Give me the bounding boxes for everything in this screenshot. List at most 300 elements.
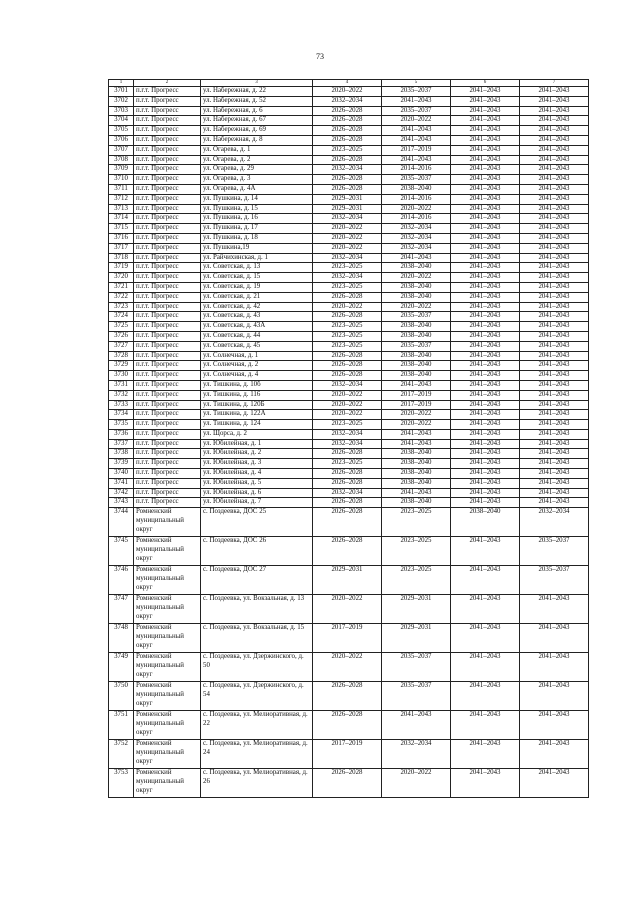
table-row (109, 184, 589, 194)
period-col5: 2038–2040 (382, 469, 451, 479)
settlement: Ромненский муниципальный округ (134, 740, 201, 769)
column-number: 7 (520, 80, 589, 87)
period-col4: 2026–2028 (313, 498, 382, 508)
period-col5: 2020–2022 (382, 302, 451, 312)
table-row (109, 498, 589, 508)
address: ул. Советская, д. 15 (201, 273, 313, 283)
table-row (109, 420, 589, 430)
period-col7: 2041–2043 (520, 498, 589, 508)
table-row (109, 488, 589, 498)
table-row (109, 429, 589, 439)
period-col6: 2041–2043 (451, 87, 520, 97)
period-col4: 2026–2028 (313, 292, 382, 302)
address: ул. Пушкина, д. 17 (201, 224, 313, 234)
period-col6: 2041–2043 (451, 390, 520, 400)
period-col4: 2026–2028 (313, 116, 382, 126)
period-col5: 2041–2043 (382, 488, 451, 498)
settlement: п.г.т. Прогресс (134, 135, 201, 145)
row-number: 3740 (109, 469, 134, 479)
row-number: 3742 (109, 488, 134, 498)
address: ул. Огарева, д. 29 (201, 165, 313, 175)
period-col5: 2020–2022 (382, 769, 451, 798)
period-col7: 2041–2043 (520, 322, 589, 332)
row-number: 3738 (109, 449, 134, 459)
table-row (109, 194, 589, 204)
period-col6: 2041–2043 (451, 282, 520, 292)
period-col6: 2038–2040 (451, 508, 520, 537)
period-col7: 2041–2043 (520, 96, 589, 106)
schedule-table (108, 79, 589, 798)
address: ул. Солнечная, д. 4 (201, 371, 313, 381)
period-col6: 2041–2043 (451, 224, 520, 234)
settlement: Ромненский муниципальный округ (134, 769, 201, 798)
settlement: Ромненский муниципальный округ (134, 537, 201, 566)
period-col5: 2035–2037 (382, 106, 451, 116)
settlement: п.г.т. Прогресс (134, 87, 201, 97)
table-row (109, 624, 589, 653)
period-col7: 2035–2037 (520, 566, 589, 595)
period-col5: 2041–2043 (382, 429, 451, 439)
settlement: п.г.т. Прогресс (134, 184, 201, 194)
period-col4: 2023–2025 (313, 459, 382, 469)
row-number: 3710 (109, 175, 134, 185)
table-row (109, 292, 589, 302)
settlement: п.г.т. Прогресс (134, 498, 201, 508)
address: с. Поздеевка, ул. Мелиоративная, д. 26 (201, 769, 313, 798)
period-col7: 2041–2043 (520, 165, 589, 175)
period-col7: 2041–2043 (520, 769, 589, 798)
address: ул. Тишкина, д. 116 (201, 390, 313, 400)
row-number: 3731 (109, 380, 134, 390)
period-col4: 2032–2034 (313, 253, 382, 263)
address: ул. Советская, д. 19 (201, 282, 313, 292)
settlement: п.г.т. Прогресс (134, 126, 201, 136)
period-col7: 2041–2043 (520, 126, 589, 136)
period-col5: 2038–2040 (382, 459, 451, 469)
settlement: п.г.т. Прогресс (134, 478, 201, 488)
address: с. Поздеевка, ул. Мелиоративная, д. 24 (201, 740, 313, 769)
address: ул. Юбилейная, д. 2 (201, 449, 313, 459)
row-number: 3716 (109, 233, 134, 243)
period-col7: 2041–2043 (520, 194, 589, 204)
settlement: п.г.т. Прогресс (134, 341, 201, 351)
period-col6: 2041–2043 (451, 273, 520, 283)
period-col7: 2041–2043 (520, 273, 589, 283)
period-col7: 2041–2043 (520, 204, 589, 214)
address: ул. Пушкина, д. 18 (201, 233, 313, 243)
period-col5: 2014–2016 (382, 165, 451, 175)
period-col7: 2041–2043 (520, 292, 589, 302)
address: ул. Тишкина, д. 122А (201, 410, 313, 420)
row-number: 3724 (109, 312, 134, 322)
period-col6: 2041–2043 (451, 711, 520, 740)
address: ул. Набережная, д. 8 (201, 135, 313, 145)
period-col6: 2041–2043 (451, 488, 520, 498)
period-col5: 2020–2022 (382, 420, 451, 430)
settlement: п.г.т. Прогресс (134, 459, 201, 469)
row-number: 3734 (109, 410, 134, 420)
period-col6: 2041–2043 (451, 740, 520, 769)
row-number: 3736 (109, 429, 134, 439)
period-col4: 2017–2019 (313, 624, 382, 653)
row-number: 3735 (109, 420, 134, 430)
period-col4: 2026–2028 (313, 508, 382, 537)
period-col6: 2041–2043 (451, 233, 520, 243)
settlement: п.г.т. Прогресс (134, 145, 201, 155)
period-col5: 2020–2022 (382, 410, 451, 420)
period-col7: 2041–2043 (520, 233, 589, 243)
settlement: п.г.т. Прогресс (134, 116, 201, 126)
settlement: п.г.т. Прогресс (134, 322, 201, 332)
row-number: 3714 (109, 214, 134, 224)
period-col7: 2041–2043 (520, 331, 589, 341)
row-number: 3750 (109, 682, 134, 711)
settlement: п.г.т. Прогресс (134, 175, 201, 185)
period-col6: 2041–2043 (451, 380, 520, 390)
period-col4: 2020–2022 (313, 302, 382, 312)
period-col6: 2041–2043 (451, 145, 520, 155)
row-number: 3717 (109, 243, 134, 253)
period-col6: 2041–2043 (451, 361, 520, 371)
address: ул. Советская, д. 44 (201, 331, 313, 341)
address: с. Поздеевка, ул. Вокзальная, д. 13 (201, 595, 313, 624)
table-row (109, 224, 589, 234)
settlement: п.г.т. Прогресс (134, 273, 201, 283)
period-col4: 2032–2034 (313, 214, 382, 224)
period-col6: 2041–2043 (451, 184, 520, 194)
period-col4: 2032–2034 (313, 273, 382, 283)
table-row (109, 478, 589, 488)
period-col6: 2041–2043 (451, 135, 520, 145)
period-col7: 2041–2043 (520, 243, 589, 253)
row-number: 3726 (109, 331, 134, 341)
period-col5: 2038–2040 (382, 351, 451, 361)
period-col7: 2035–2037 (520, 537, 589, 566)
settlement: п.г.т. Прогресс (134, 439, 201, 449)
period-col7: 2041–2043 (520, 390, 589, 400)
row-number: 3730 (109, 371, 134, 381)
settlement: Ромненский муниципальный округ (134, 653, 201, 682)
period-col5: 2041–2043 (382, 155, 451, 165)
period-col6: 2041–2043 (451, 253, 520, 263)
period-col7: 2041–2043 (520, 214, 589, 224)
settlement: п.г.т. Прогресс (134, 224, 201, 234)
address: ул. Огарева, д. 2 (201, 155, 313, 165)
period-col4: 2026–2028 (313, 184, 382, 194)
period-col5: 2038–2040 (382, 282, 451, 292)
period-col4: 2026–2028 (313, 537, 382, 566)
period-col6: 2041–2043 (451, 498, 520, 508)
period-col7: 2041–2043 (520, 302, 589, 312)
column-number-row (109, 80, 589, 87)
period-col4: 2020–2022 (313, 233, 382, 243)
period-col7: 2041–2043 (520, 400, 589, 410)
table-row (109, 273, 589, 283)
table-row (109, 331, 589, 341)
period-col4: 2020–2022 (313, 653, 382, 682)
settlement: п.г.т. Прогресс (134, 429, 201, 439)
period-col5: 2035–2037 (382, 341, 451, 351)
period-col5: 2038–2040 (382, 331, 451, 341)
period-col4: 2026–2028 (313, 126, 382, 136)
period-col5: 2032–2034 (382, 740, 451, 769)
table-row (109, 351, 589, 361)
period-col4: 2029–2031 (313, 566, 382, 595)
period-col6: 2041–2043 (451, 96, 520, 106)
period-col5: 2035–2037 (382, 682, 451, 711)
settlement: Ромненский муниципальный округ (134, 624, 201, 653)
table-row (109, 371, 589, 381)
address: ул. Юбилейная, д. 5 (201, 478, 313, 488)
period-col4: 2023–2025 (313, 282, 382, 292)
period-col6: 2041–2043 (451, 410, 520, 420)
period-col7: 2041–2043 (520, 155, 589, 165)
address: ул. Солнечная, д. 1 (201, 351, 313, 361)
period-col4: 2032–2034 (313, 439, 382, 449)
period-col4: 2020–2022 (313, 595, 382, 624)
period-col7: 2041–2043 (520, 184, 589, 194)
period-col6: 2041–2043 (451, 429, 520, 439)
address: ул. Юбилейная, д. 3 (201, 459, 313, 469)
period-col4: 2026–2028 (313, 478, 382, 488)
period-col4: 2020–2022 (313, 390, 382, 400)
period-col4: 2026–2028 (313, 312, 382, 322)
period-col7: 2041–2043 (520, 711, 589, 740)
period-col4: 2026–2028 (313, 769, 382, 798)
address: ул. Тишкина, д. 120Б (201, 400, 313, 410)
settlement: п.г.т. Прогресс (134, 449, 201, 459)
address: ул. Райчихинская, д. 1 (201, 253, 313, 263)
address: ул. Пушкина, д. 15 (201, 204, 313, 214)
table-row (109, 312, 589, 322)
period-col4: 2026–2028 (313, 175, 382, 185)
period-col5: 2038–2040 (382, 184, 451, 194)
table-row (109, 175, 589, 185)
row-number: 3721 (109, 282, 134, 292)
period-col4: 2026–2028 (313, 351, 382, 361)
row-number: 3707 (109, 145, 134, 155)
row-number: 3747 (109, 595, 134, 624)
address: ул. Огарева, д. 4А (201, 184, 313, 194)
period-col4: 2026–2028 (313, 371, 382, 381)
period-col5: 2038–2040 (382, 263, 451, 273)
table-row (109, 243, 589, 253)
period-col7: 2032–2034 (520, 508, 589, 537)
row-number: 3712 (109, 194, 134, 204)
row-number: 3744 (109, 508, 134, 537)
period-col7: 2041–2043 (520, 682, 589, 711)
table-row (109, 126, 589, 136)
row-number: 3741 (109, 478, 134, 488)
period-col6: 2041–2043 (451, 439, 520, 449)
period-col4: 2032–2034 (313, 165, 382, 175)
period-col5: 2023–2025 (382, 537, 451, 566)
period-col5: 2041–2043 (382, 96, 451, 106)
address: ул. Набережная, д. 52 (201, 96, 313, 106)
settlement: п.г.т. Прогресс (134, 155, 201, 165)
period-col7: 2041–2043 (520, 624, 589, 653)
period-col6: 2041–2043 (451, 595, 520, 624)
period-col5: 2032–2034 (382, 224, 451, 234)
period-col6: 2041–2043 (451, 624, 520, 653)
period-col4: 2020–2022 (313, 224, 382, 234)
settlement: п.г.т. Прогресс (134, 302, 201, 312)
table-row (109, 459, 589, 469)
row-number: 3739 (109, 459, 134, 469)
period-col6: 2041–2043 (451, 769, 520, 798)
settlement: п.г.т. Прогресс (134, 331, 201, 341)
period-col6: 2041–2043 (451, 459, 520, 469)
address: ул. Пушкина, д. 16 (201, 214, 313, 224)
period-col5: 2041–2043 (382, 439, 451, 449)
table-row (109, 155, 589, 165)
table-row (109, 508, 589, 537)
table-row (109, 214, 589, 224)
period-col4: 2020–2022 (313, 87, 382, 97)
period-col6: 2041–2043 (451, 106, 520, 116)
table-row (109, 711, 589, 740)
address: ул. Советская, д. 43 (201, 312, 313, 322)
period-col7: 2041–2043 (520, 87, 589, 97)
period-col7: 2041–2043 (520, 175, 589, 185)
settlement: п.г.т. Прогресс (134, 292, 201, 302)
row-number: 3748 (109, 624, 134, 653)
settlement: Ромненский муниципальный округ (134, 711, 201, 740)
period-col6: 2041–2043 (451, 204, 520, 214)
row-number: 3711 (109, 184, 134, 194)
row-number: 3702 (109, 96, 134, 106)
period-col5: 2029–2031 (382, 595, 451, 624)
table-row (109, 595, 589, 624)
row-number: 3718 (109, 253, 134, 263)
row-number: 3749 (109, 653, 134, 682)
table-row (109, 410, 589, 420)
period-col6: 2041–2043 (451, 155, 520, 165)
address: ул. Тишкина, д. 10б (201, 380, 313, 390)
settlement: п.г.т. Прогресс (134, 263, 201, 273)
table-row (109, 469, 589, 479)
period-col5: 2023–2025 (382, 566, 451, 595)
period-col7: 2041–2043 (520, 449, 589, 459)
period-col6: 2041–2043 (451, 341, 520, 351)
table-row (109, 145, 589, 155)
period-col7: 2041–2043 (520, 380, 589, 390)
row-number: 3701 (109, 87, 134, 97)
row-number: 3723 (109, 302, 134, 312)
period-col7: 2041–2043 (520, 351, 589, 361)
period-col7: 2041–2043 (520, 429, 589, 439)
period-col4: 2023–2025 (313, 341, 382, 351)
period-col6: 2041–2043 (451, 165, 520, 175)
table-row (109, 380, 589, 390)
settlement: п.г.т. Прогресс (134, 106, 201, 116)
address: с. Поздеевка, ДОС 25 (201, 508, 313, 537)
address: с. Поздеевка, ул. Мелиоративная, д. 22 (201, 711, 313, 740)
address: ул. Набережная, д. 67 (201, 116, 313, 126)
settlement: Ромненский муниципальный округ (134, 595, 201, 624)
address: ул. Юбилейная, д. 7 (201, 498, 313, 508)
address: ул. Советская, д. 13 (201, 263, 313, 273)
period-col7: 2041–2043 (520, 488, 589, 498)
period-col4: 2023–2025 (313, 145, 382, 155)
period-col6: 2041–2043 (451, 449, 520, 459)
settlement: п.г.т. Прогресс (134, 312, 201, 322)
table-row (109, 135, 589, 145)
period-col4: 2032–2034 (313, 380, 382, 390)
period-col6: 2041–2043 (451, 214, 520, 224)
period-col7: 2041–2043 (520, 224, 589, 234)
table-row (109, 106, 589, 116)
address: ул. Юбилейная, д. 1 (201, 439, 313, 449)
period-col5: 2014–2016 (382, 214, 451, 224)
period-col7: 2041–2043 (520, 410, 589, 420)
settlement: п.г.т. Прогресс (134, 410, 201, 420)
settlement: п.г.т. Прогресс (134, 361, 201, 371)
row-number: 3715 (109, 224, 134, 234)
period-col5: 2038–2040 (382, 361, 451, 371)
settlement: п.г.т. Прогресс (134, 214, 201, 224)
address: с. Поздеевка, ул. Дзержинского, д. 50 (201, 653, 313, 682)
table-row (109, 361, 589, 371)
address: с. Поздеевка, ул. Дзержинского, д. 54 (201, 682, 313, 711)
period-col7: 2041–2043 (520, 371, 589, 381)
period-col6: 2041–2043 (451, 322, 520, 332)
page-number: 73 (316, 52, 324, 61)
table-row (109, 390, 589, 400)
address: ул. Советская, д. 45 (201, 341, 313, 351)
period-col6: 2041–2043 (451, 469, 520, 479)
row-number: 3725 (109, 322, 134, 332)
period-col7: 2041–2043 (520, 106, 589, 116)
column-number: 6 (451, 80, 520, 87)
settlement: Ромненский муниципальный округ (134, 682, 201, 711)
row-number: 3732 (109, 390, 134, 400)
period-col4: 2026–2028 (313, 361, 382, 371)
address: ул. Советская, д. 42 (201, 302, 313, 312)
period-col6: 2041–2043 (451, 537, 520, 566)
period-col5: 2038–2040 (382, 449, 451, 459)
period-col6: 2041–2043 (451, 682, 520, 711)
row-number: 3753 (109, 769, 134, 798)
settlement: п.г.т. Прогресс (134, 96, 201, 106)
period-col6: 2041–2043 (451, 312, 520, 322)
table-row (109, 116, 589, 126)
row-number: 3743 (109, 498, 134, 508)
period-col7: 2041–2043 (520, 595, 589, 624)
settlement: п.г.т. Прогресс (134, 351, 201, 361)
period-col5: 2014–2016 (382, 194, 451, 204)
period-col6: 2041–2043 (451, 263, 520, 273)
settlement: п.г.т. Прогресс (134, 233, 201, 243)
period-col5: 2023–2025 (382, 508, 451, 537)
table-row (109, 566, 589, 595)
period-col7: 2041–2043 (520, 116, 589, 126)
table-row (109, 233, 589, 243)
table-row (109, 204, 589, 214)
period-col5: 2041–2043 (382, 253, 451, 263)
column-number: 5 (382, 80, 451, 87)
settlement: Ромненский муниципальный округ (134, 508, 201, 537)
period-col4: 2026–2028 (313, 449, 382, 459)
period-col6: 2041–2043 (451, 116, 520, 126)
column-number: 2 (134, 80, 201, 87)
address: ул. Советская, д. 43А (201, 322, 313, 332)
period-col7: 2041–2043 (520, 341, 589, 351)
period-col5: 2020–2022 (382, 273, 451, 283)
settlement: п.г.т. Прогресс (134, 488, 201, 498)
period-col5: 2038–2040 (382, 498, 451, 508)
column-number: 4 (313, 80, 382, 87)
